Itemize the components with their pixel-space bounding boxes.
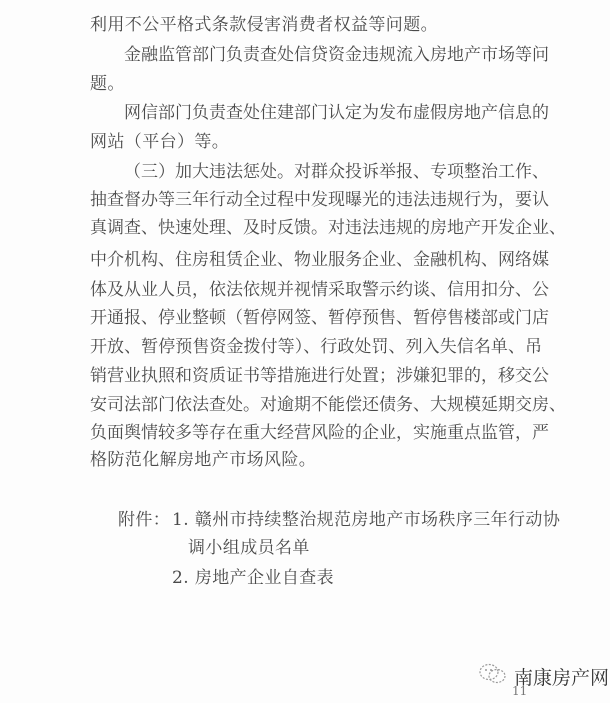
watermark [478, 662, 609, 690]
text-line: 开放、暂停预售资金拨付等）、行政处罚、列入失信名单、吊 [90, 337, 542, 357]
text-line: 体及从业人员，依法依规并视情采取警示约谈、信用扣分、公 [90, 280, 549, 300]
text-line: 抽查督办等三年行动全过程中发现曝光的违法违规行为，要认 [90, 190, 549, 210]
wechat-icon [478, 662, 508, 690]
attachment-item-continued: 调小组成员名单 [188, 538, 310, 558]
text-line: 中介机构、住房租赁企业、物业服务企业、金融机构、网络媒 [90, 250, 549, 270]
text-line: 安司法部门依法查处。对逾期不能偿还债务、大规模延期交房、 [90, 395, 566, 415]
attachments-label: 附件： [118, 510, 171, 530]
attachment-item: 1. 赣州市持续整治规范房地产市场秩序三年行动协 [172, 510, 561, 530]
text-line: 格防范化解房地产市场风险。 [90, 450, 317, 470]
watermark-text: 南康房产网 [514, 666, 610, 689]
text-line: 网信部门负责查处住建部门认定为发布虚假房地产信息的 [124, 103, 549, 123]
text-line: 网站（平台）等。 [90, 132, 230, 152]
text-line: 负面舆情较多等存在重大经营风险的企业，实施重点监管，严 [90, 423, 549, 443]
page-number: 11 [512, 684, 528, 698]
text-line: 真调查、快速处理、及时反馈。对违法违规的房地产开发企业、 [90, 218, 566, 238]
attachment-item: 2. 房地产企业自查表 [172, 568, 335, 588]
text-line: 销营业执照和资质证书等措施进行处置；涉嫌犯罪的，移交公 [90, 366, 549, 386]
text-line: 题。 [90, 74, 125, 94]
text-line: 金融监管部门负责查处信贷资金违规流入房地产市场等问 [124, 45, 549, 65]
text-line: （三）加大违法惩处。对群众投诉举报、专项整治工作、 [124, 162, 549, 182]
text-line: 开通报、停业整顿（暂停网签、暂停预售、暂停售楼部或门店 [90, 308, 549, 328]
text-line: 利用不公平格式条款侵害消费者权益等问题。 [90, 15, 438, 35]
